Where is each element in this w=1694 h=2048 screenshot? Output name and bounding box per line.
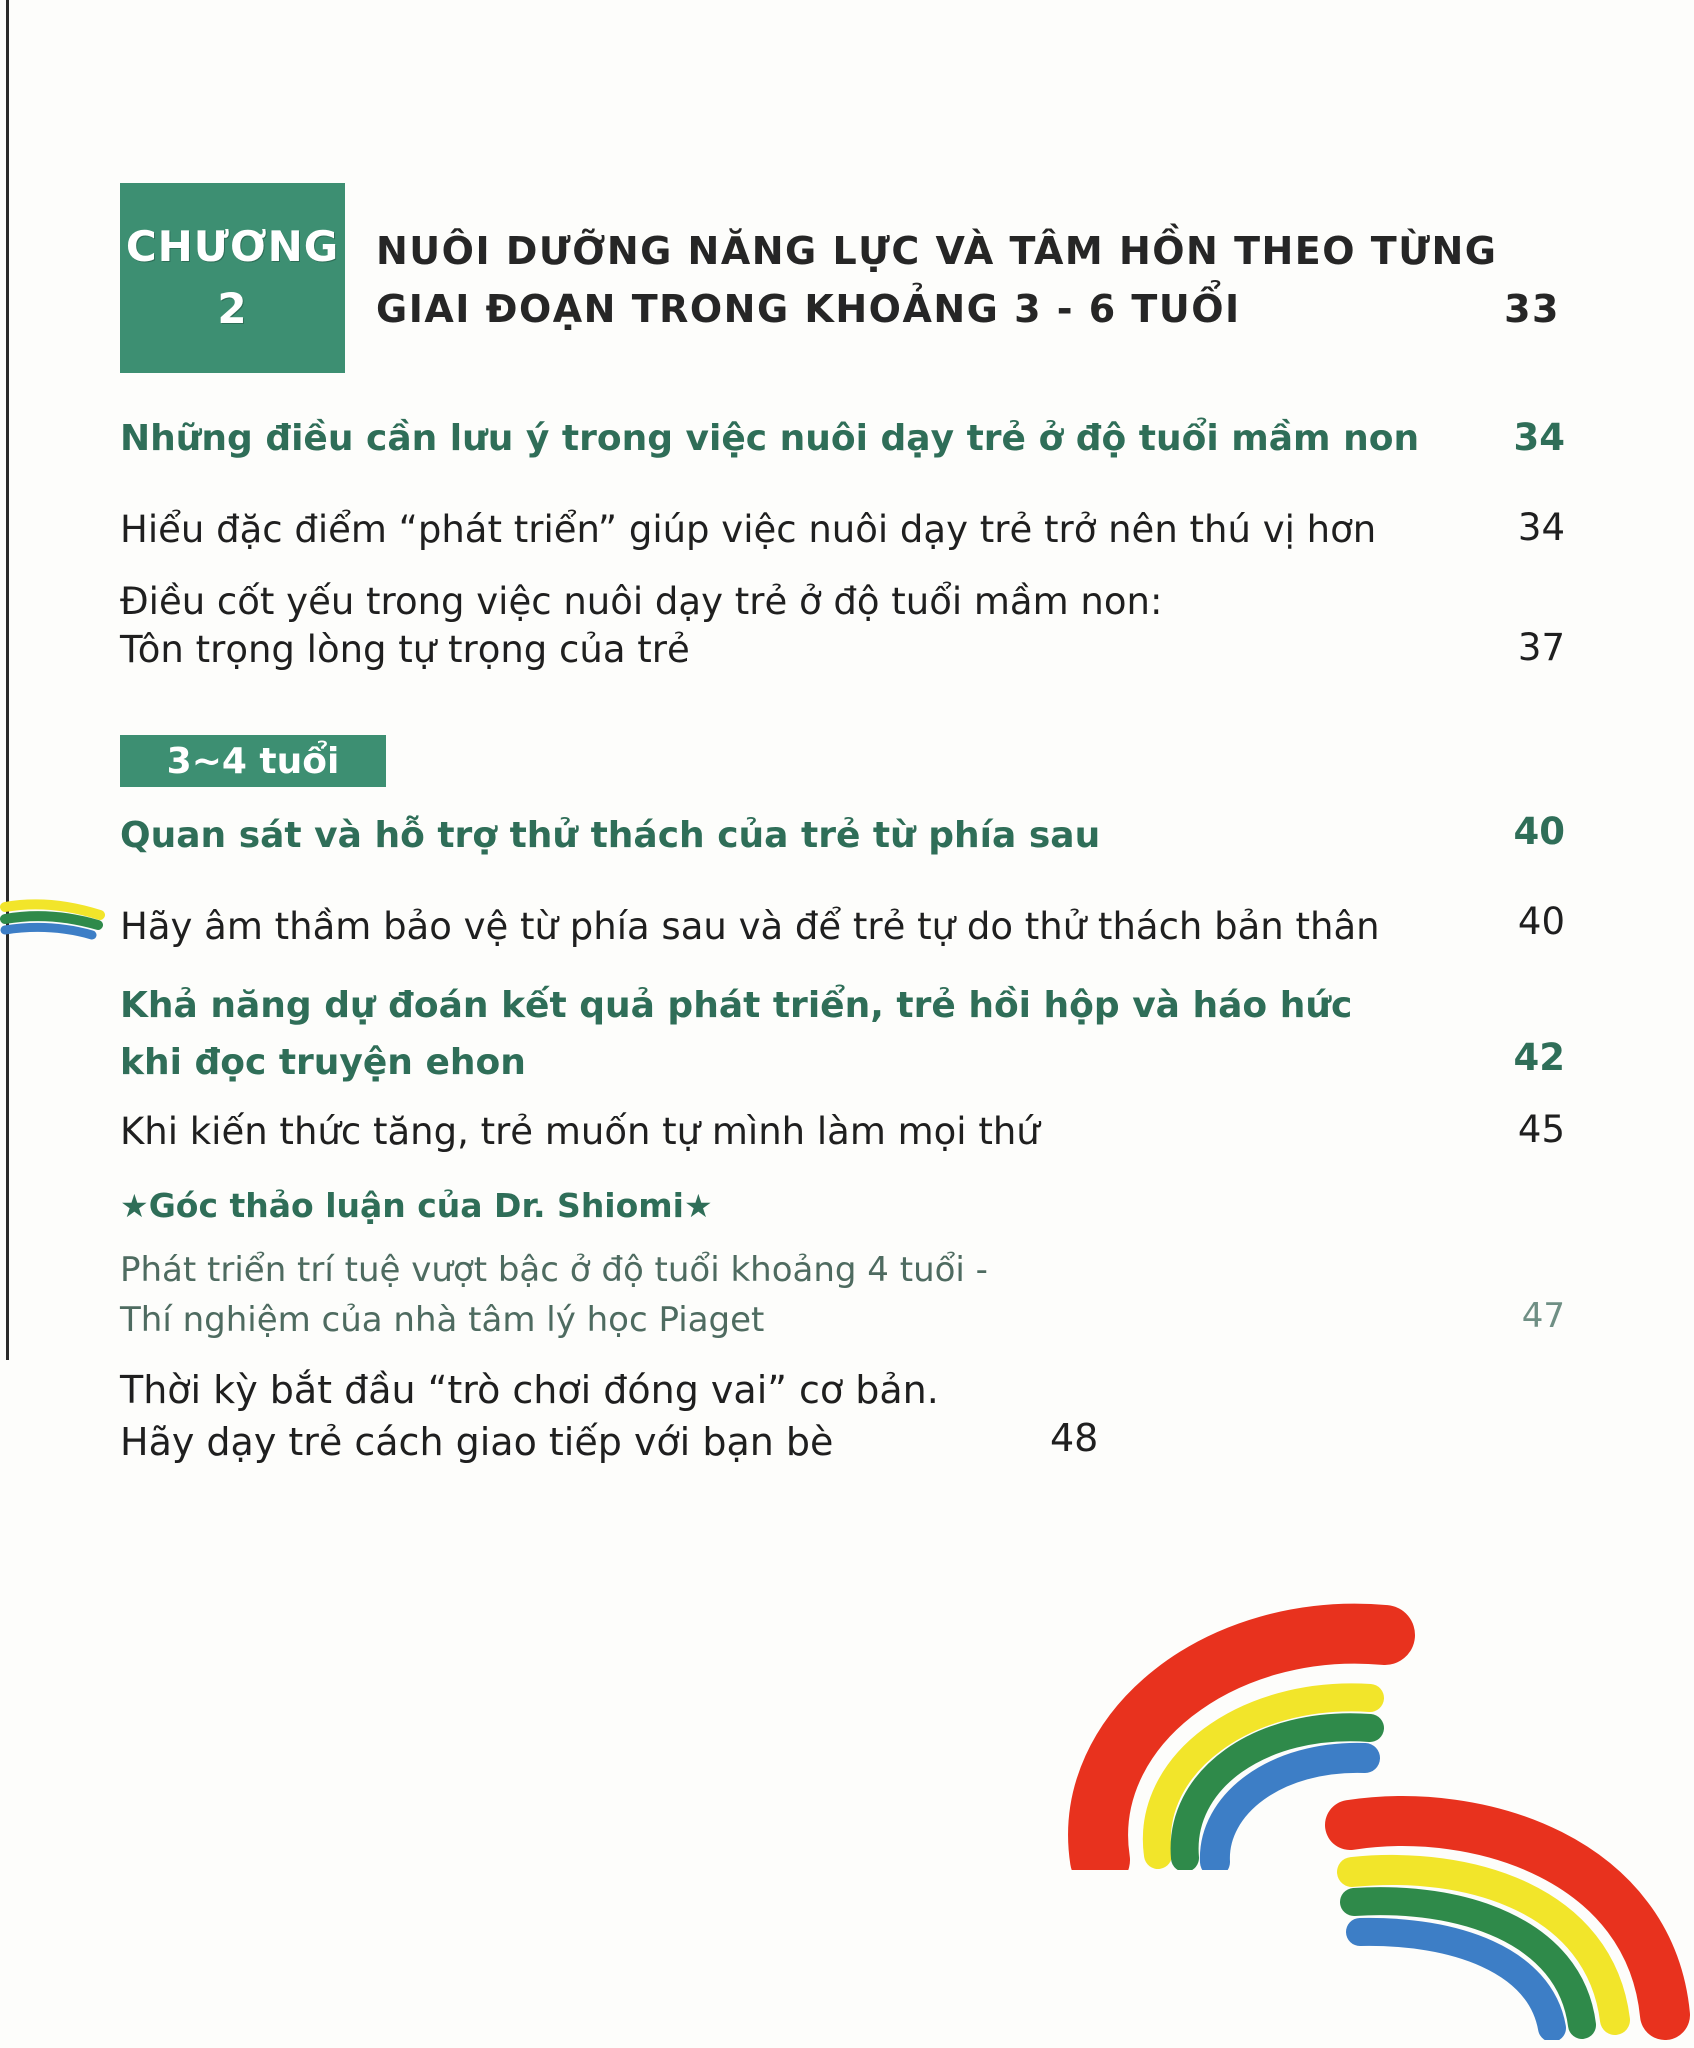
- toc-entry-page: 40: [1517, 900, 1565, 943]
- age-section-label: 3~4 tuổi: [166, 740, 340, 782]
- toc-entry-page: 34: [1513, 416, 1565, 459]
- toc-entry-title-line2[interactable]: khi đọc truyện ehon: [120, 1042, 526, 1083]
- discussion-corner-line1[interactable]: Phát triển trí tuệ vượt bậc ở độ tuổi khoảng 4 tuổi -: [120, 1250, 988, 1290]
- toc-entry-title-line1[interactable]: Khả năng dự đoán kết quả phát triển, trẻ hồi hộp và háo hức: [120, 985, 1353, 1026]
- chapter-number: 2: [217, 284, 248, 333]
- discussion-corner-heading: [120, 1186, 713, 1225]
- toc-entry-title-line2[interactable]: Tôn trọng lòng tự trọng của trẻ: [120, 628, 690, 671]
- age-section-badge: [120, 735, 386, 787]
- page-edge: [6, 0, 9, 1360]
- toc-entry-title[interactable]: Khi kiến thức tăng, trẻ muốn tự mình làm mọi thứ: [120, 1110, 1040, 1153]
- toc-entry-page: 40: [1513, 810, 1565, 853]
- star-icon: ★: [684, 1187, 713, 1225]
- toc-entry-title-line1[interactable]: Điều cốt yếu trong việc nuôi dạy trẻ ở độ tuổi mầm non:: [120, 580, 1163, 623]
- toc-entry-title[interactable]: Hãy âm thầm bảo vệ từ phía sau và để trẻ tự do thử thách bản thân: [120, 905, 1380, 948]
- chapter-page-number: 33: [1504, 287, 1560, 331]
- toc-entry-title[interactable]: Quan sát và hỗ trợ thử thách của trẻ từ phía sau: [120, 815, 1101, 856]
- chapter-title-line2: GIAI ĐOẠN TRONG KHOẢNG 3 - 6 TUỔI: [376, 287, 1241, 331]
- chapter-badge: [120, 183, 345, 373]
- toc-entry-page: 47: [1521, 1296, 1565, 1336]
- toc-entry-page: 48: [1050, 1416, 1099, 1460]
- toc-entry-title-line1[interactable]: Thời kỳ bắt đầu “trò chơi đóng vai” cơ bản.: [120, 1368, 939, 1412]
- toc-entry-page: 34: [1517, 506, 1565, 549]
- star-icon: ★: [120, 1187, 149, 1225]
- rainbow-icon: [1320, 1780, 1690, 2040]
- toc-entry-title[interactable]: Hiểu đặc điểm “phát triển” giúp việc nuôi dạy trẻ trở nên thú vị hơn: [120, 508, 1377, 551]
- chapter-title-line1: NUÔI DƯỠNG NĂNG LỰC VÀ TÂM HỒN THEO TỪNG: [376, 229, 1498, 273]
- discussion-corner-line2[interactable]: Thí nghiệm của nhà tâm lý học Piaget: [120, 1300, 765, 1340]
- chapter-label: CHƯƠNG: [125, 222, 340, 271]
- toc-entry-page: 37: [1517, 626, 1565, 669]
- toc-entry-page: 45: [1517, 1108, 1565, 1151]
- rainbow-stroke-icon: [0, 895, 110, 945]
- toc-entry-page: 42: [1513, 1036, 1565, 1079]
- discussion-corner-title: Góc thảo luận của Dr. Shiomi: [148, 1186, 684, 1225]
- toc-entry-title-line2[interactable]: Hãy dạy trẻ cách giao tiếp với bạn bè: [120, 1420, 834, 1464]
- toc-entry-title[interactable]: Những điều cần lưu ý trong việc nuôi dạy trẻ ở độ tuổi mầm non: [120, 418, 1420, 459]
